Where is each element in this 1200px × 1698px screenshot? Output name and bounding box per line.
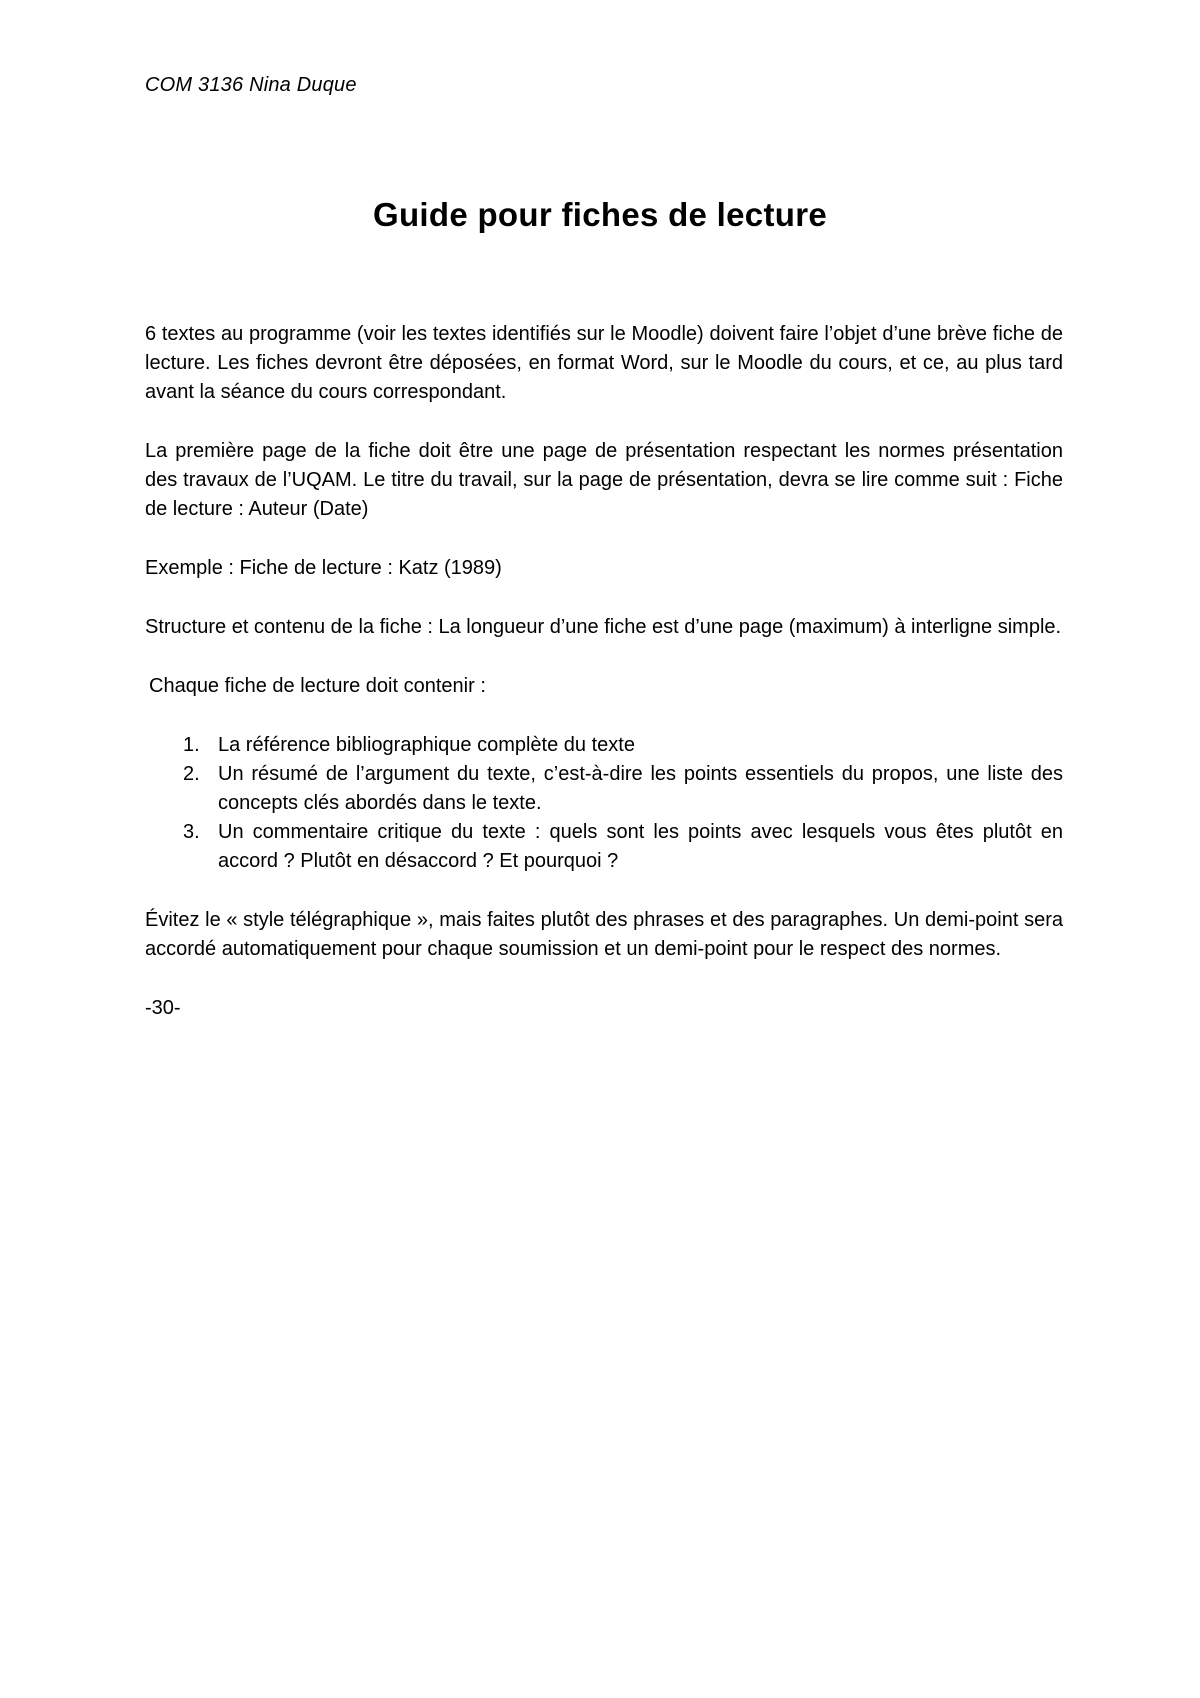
list-item: [145, 760, 1063, 818]
paragraph-structure: Structure et contenu de la fiche : La longueur d’une fiche est d’une page (maximum) à interligne simple.: [145, 616, 1062, 638]
document-body: [145, 320, 1063, 1053]
list-item: [145, 731, 1063, 760]
paragraph-presentation: La première page de la fiche doit être une page de présentation respectant les normes présentation des travaux de l’UQAM. Le titre du travail, sur la page de présentation, devra se lire comme suit : Fiche de lecture : Auteur (Date): [145, 440, 1063, 520]
list-item-number: 3.: [183, 821, 200, 843]
list-item-text: Un résumé de l’argument du texte, c’est-à-dire les points essentiels du propos, une liste des concepts clés abordés dans le texte.: [218, 763, 1063, 814]
list-item-number: 2.: [183, 763, 200, 785]
page-number: -30-: [145, 997, 181, 1019]
list-item-text: La référence bibliographique complète du texte: [218, 734, 635, 756]
running-header: COM 3136 Nina Duque: [145, 74, 357, 96]
list-intro: Chaque fiche de lecture doit contenir :: [149, 675, 486, 697]
requirements-list: [145, 731, 1063, 876]
list-item-text: Un commentaire critique du texte : quels sont les points avec lesquels vous êtes plutôt en accord ? Plutôt en désaccord ? Et pourquoi ?: [218, 821, 1063, 872]
list-item: [145, 818, 1063, 876]
paragraph-intro: 6 textes au programme (voir les textes identifiés sur le Moodle) doivent faire l’objet d’une brève fiche de lecture. Les fiches devront être déposées, en format Word, sur le Moodle du cours, et ce, au plus tard avant la séance du cours correspondant.: [145, 323, 1063, 403]
paragraph-closing: Évitez le « style télégraphique », mais faites plutôt des phrases et des paragraphes. Un demi-point sera accordé automatiquement pour chaque soumission et un demi-point pour le respect des normes.: [145, 909, 1063, 960]
list-item-number: 1.: [183, 734, 200, 756]
document-title: Guide pour fiches de lecture: [373, 196, 827, 233]
paragraph-example: Exemple : Fiche de lecture : Katz (1989): [145, 557, 502, 579]
